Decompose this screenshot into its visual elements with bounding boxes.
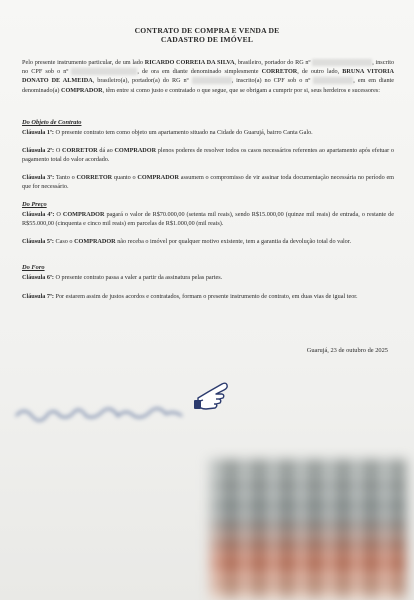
clause-2-text-post: plenos poderes de resolver todos os casos necessários referentes ao apartamento após efetuar o pagamento total do valor acordado. [22,147,394,164]
clause-2-label: Cláusula 2ª: [22,147,55,154]
clause-2 [22,146,394,164]
clause-2-comprador: COMPRADOR [114,147,157,154]
clause-4-text-post: pagará o valor de R$70.000,00 (setenta mil reais), sendo R$15.000,00 (quinze mil reais) de entrada, o restante de R$55.000,00 (cinquenta e cinco mil reais) em parcelas de R$1.000,00 (mil reais). [22,211,394,228]
clause-2-corretor: CORRETOR [62,147,98,154]
clause-2-text-mid: dá ao [97,147,115,154]
blurred-image-area [210,460,406,600]
clause-5 [22,237,394,246]
intro-text-6: , brasileiro(a), portador(a) do RG nº [92,77,189,85]
redacted-cpf-buyer [313,77,353,84]
intro-text-7: , inscrito(a) no CPF sob o nº [231,77,311,85]
clause-4 [22,210,394,228]
document-title-line2: CADASTRO DE IMÓVEL [160,35,254,44]
intro-text-1: Pelo presente instrumento particular, de um lado [22,59,143,66]
clause-1-label: Cláusula 1ª: [22,129,54,136]
intro-text-4: , de ora em diante denominado simplesmente [137,68,259,76]
clause-6-text: O presente contrato passa a valer a partir da assinatura pelas partes. [53,274,223,281]
clause-4-comprador: COMPRADOR [62,211,105,218]
clause-1-text: O presente contrato tem como objeto um apartamento situado na Cidade do Guarujá, bairro Canta Galo. [53,129,313,136]
clause-5-comprador: COMPRADOR [74,238,116,245]
clause-3-label: Cláusula 3ª: [22,174,55,181]
role-corretor: CORRETOR [261,68,298,76]
clause-4-text-pre: O [54,211,63,218]
clause-3-corretor: CORRETOR [76,174,113,181]
redacted-rg-buyer [192,77,232,84]
clause-4-label: Cláusula 4ª: [22,211,55,218]
clause-6-label: Cláusula 6ª: [22,274,54,281]
clause-5-text-pre: Caso o [53,238,75,245]
clause-7-text: Por estarem assim de justos acordos e contratados, formam o presente instrumento de contrato, em duas vias de igual teor. [53,293,358,300]
blurred-signature [14,402,194,424]
section-heading-objeto: Do Objeto de Contrato [22,119,82,126]
clause-3-comprador: COMPRADOR [137,174,179,181]
clause-2-text-pre: O [54,147,62,154]
clause-3-text-post: assumem o compromisso de vir assinar toda documentação necessária no período em que for necessário. [22,174,394,191]
intro-text-3: , inscrito no CPF sob o nº [22,59,395,76]
clause-1 [22,128,394,137]
role-comprador: COMPRADOR [61,86,103,94]
seller-name: RICARDO CORREIA DA SILVA [144,59,235,66]
document-title-line1: CONTRATO DE COMPRA E VENDA DE [134,26,280,35]
section-heading-foro: Do Foro [22,264,45,271]
intro-text-2: , brasileiro, portador do RG nº [234,59,311,66]
clause-3-text-mid: quanto o [112,174,138,181]
clause-7 [22,292,394,301]
clause-3-text-pre: Tanto o [54,174,77,181]
blurred-image-texture [210,460,406,600]
clause-5-label: Cláusula 5ª: [22,238,54,245]
intro-text-9: , têm entre si como justo e contratado o que segue, que se obrigam a cumprir por si, seus herdeiros e sucessores: [102,86,380,94]
place-and-date: Guarujá, 23 de outubro de 2025 [306,347,388,354]
clause-6 [22,273,394,282]
buyer-name: BRUNA VITORIA DONATO DE ALMEIDA [22,68,394,85]
clause-3 [22,173,394,191]
redacted-cpf-seller [71,68,137,75]
section-heading-preco: Do Preço [22,201,47,208]
intro-text-5: , de outro lado, [297,68,340,76]
redacted-rg-seller [312,59,372,66]
intro-paragraph [22,58,394,95]
intro-text-8: , em em diante denominado(a) [22,77,395,94]
pointing-hand-icon [192,378,236,414]
clause-7-label: Cláusula 7ª: [22,293,54,300]
clause-5-text-post: não receba o imóvel por qualquer motivo existente, tem a garantia da devolução total do valor. [115,238,352,245]
